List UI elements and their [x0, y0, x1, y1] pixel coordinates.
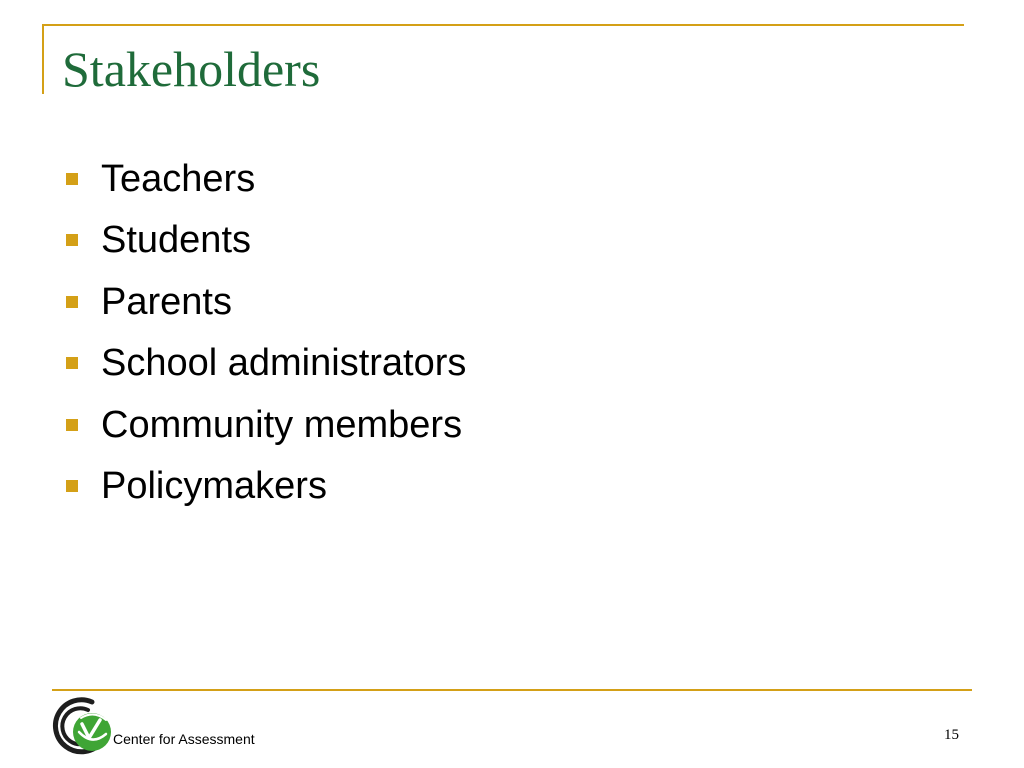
bullet-text: Teachers — [101, 157, 256, 200]
bullet-item — [66, 333, 466, 395]
bullet-item — [66, 271, 466, 333]
bullet-item — [66, 394, 466, 456]
title-frame-top-rule — [42, 24, 964, 26]
square-bullet-icon — [66, 419, 78, 431]
bullet-item — [66, 456, 466, 518]
bullet-text: Parents — [101, 280, 232, 323]
title-frame-left-rule — [42, 24, 44, 94]
page-number: 15 — [944, 727, 959, 743]
bullet-item — [66, 148, 466, 210]
bullet-text: Students — [101, 219, 251, 262]
square-bullet-icon — [66, 480, 78, 492]
bullet-text: Community members — [101, 403, 463, 446]
bullet-item — [66, 210, 466, 272]
slide-title: Stakeholders — [62, 41, 321, 97]
bullet-list — [66, 148, 466, 517]
square-bullet-icon — [66, 173, 78, 185]
center-for-assessment-logo-icon — [48, 694, 114, 758]
square-bullet-icon — [66, 296, 78, 308]
footer-rule — [52, 689, 972, 691]
footer-organization-name: Center for Assessment — [113, 731, 255, 747]
bullet-text: Policymakers — [101, 465, 327, 508]
square-bullet-icon — [66, 357, 78, 369]
square-bullet-icon — [66, 234, 78, 246]
bullet-text: School administrators — [101, 342, 467, 385]
